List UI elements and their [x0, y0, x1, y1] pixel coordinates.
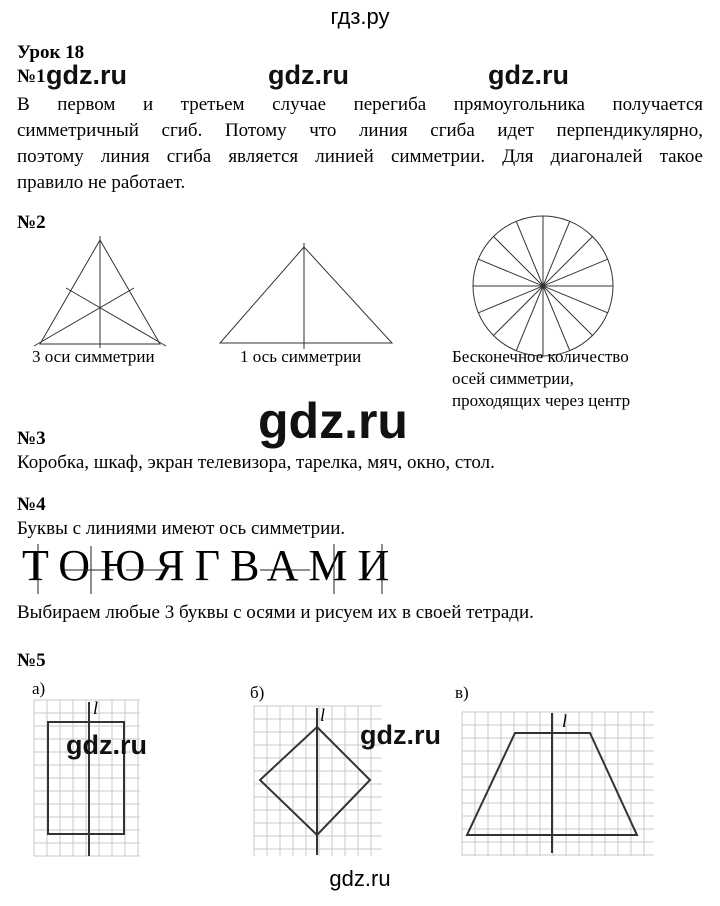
watermark: gdz.ru	[258, 393, 408, 449]
rhombus-figure	[260, 727, 370, 835]
watermark: gdz.ru	[268, 60, 349, 90]
task1-line: правило не работает.	[17, 172, 186, 193]
caption-infinite-line1: Бесконечное количество	[452, 347, 629, 366]
caption-infinite-line2: осей симметрии,	[452, 369, 574, 388]
caption-three-axes: 3 оси симметрии	[32, 347, 155, 366]
watermark: gdz.ru	[488, 60, 569, 90]
watermark: gdz.ru	[360, 720, 441, 750]
label-a: а)	[32, 679, 46, 698]
caption-infinite-line3: проходящих через центр	[452, 391, 631, 410]
site-header: гдз.ру	[330, 4, 390, 29]
task2-number: №2	[17, 212, 46, 233]
axis-label-b: l	[320, 705, 326, 725]
symmetric-letters: ТОЮЯГВАМИ	[22, 541, 400, 590]
task1-line: симметричный сгиб. Потому что линия сгиба идет перпендикулярно,	[17, 120, 703, 141]
caption-one-axis: 1 ось симметрии	[240, 347, 362, 366]
axis-label-c: l	[562, 711, 568, 731]
task3-number: №3	[17, 428, 46, 449]
task5-number: №5	[17, 650, 46, 671]
task1-line: поэтому линия сгиба является линией симметрии. Для диагоналей такое	[17, 146, 703, 167]
task3-text: Коробка, шкаф, экран телевизора, тарелка, мяч, окно, стол.	[17, 452, 495, 473]
lesson-title: Урок 18	[17, 42, 85, 63]
axis-label-a: l	[93, 698, 99, 718]
task4-number: №4	[17, 494, 46, 515]
watermark: gdz.ru	[66, 730, 147, 760]
task1-line: В первом и третьем случае перегиба прямоугольника получается	[17, 94, 703, 115]
site-footer: gdz.ru	[329, 866, 391, 891]
task4-text: Буквы с линиями имеют ось симметрии.	[17, 518, 346, 539]
label-b: б)	[250, 683, 265, 702]
label-c: в)	[455, 683, 469, 702]
watermark: gdz.ru	[46, 60, 127, 90]
task4-instruction: Выбираем любые 3 буквы с осями и рисуем их в своей тетради.	[17, 602, 534, 623]
task1-number: №1	[17, 66, 46, 87]
